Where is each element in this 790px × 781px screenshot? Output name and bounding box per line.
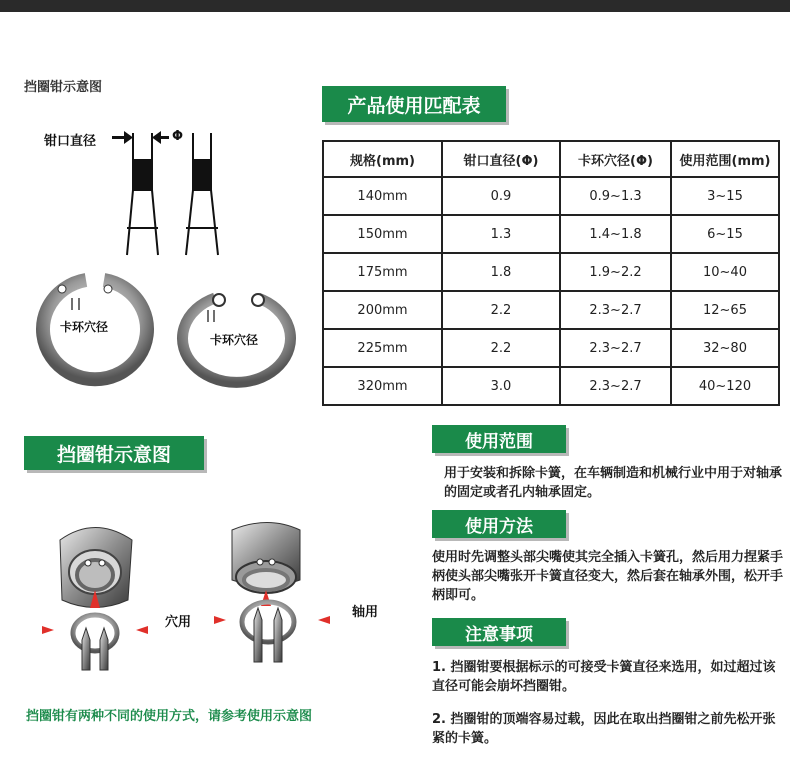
notes-title: 注意事项 (432, 618, 566, 646)
jaw-diameter-label: 钳口直径 (44, 134, 97, 149)
match-table-title: 产品使用匹配表 (322, 86, 506, 122)
table-cell: 1.3 (442, 215, 560, 253)
table-cell: 40~120 (671, 367, 779, 405)
method-text: 使用时先调整头部尖嘴使其完全插入卡簧孔，然后用力捏紧手柄使头部尖嘴张开卡簧直径变大，然后套在轴承外围，松开手柄即可。 (432, 550, 784, 603)
table-cell: 1.9~2.2 (560, 253, 671, 291)
table-cell: 225mm (323, 329, 442, 367)
table-cell: 3.0 (442, 367, 560, 405)
table-cell: 10~40 (671, 253, 779, 291)
plier-tip-diagram (127, 133, 218, 255)
table-header-row (323, 141, 779, 177)
table-cell: 140mm (323, 177, 442, 215)
table-cell: 32~80 (671, 329, 779, 367)
table-row (323, 291, 779, 329)
table-cell: 1.4~1.8 (560, 215, 671, 253)
column-header: 规格(mm) (323, 141, 442, 177)
phi-label: Φ (172, 129, 184, 144)
table-row (323, 177, 779, 215)
phi-arrows (112, 131, 169, 144)
diagram-section-title: 挡圈钳示意图 (24, 436, 204, 470)
match-table (322, 140, 780, 406)
table-cell: 0.9 (442, 177, 560, 215)
table-cell: 200mm (323, 291, 442, 329)
table-cell: 150mm (323, 215, 442, 253)
shaft-use-label: 轴用 (352, 605, 379, 620)
table-cell: 1.8 (442, 253, 560, 291)
table-cell: 0.9~1.3 (560, 177, 671, 215)
column-header: 使用范围(mm) (671, 141, 779, 177)
table-cell: 12~65 (671, 291, 779, 329)
table-cell: 2.2 (442, 329, 560, 367)
table-cell: 2.2 (442, 291, 560, 329)
table-row (323, 367, 779, 405)
table-cell: 2.3~2.7 (560, 291, 671, 329)
table-cell: 2.3~2.7 (560, 329, 671, 367)
usage-text: 用于安装和拆除卡簧，在车辆制造和机械行业中用于对轴承的固定或者孔内轴承固定。 (444, 466, 783, 500)
hole-use-illustration (42, 528, 148, 671)
table-cell: 320mm (323, 367, 442, 405)
hole-use-label: 穴用 (165, 615, 192, 630)
small-diagram-title: 挡圈钳示意图 (24, 80, 103, 95)
note-item: 1. 挡圈钳要根据标示的可接受卡簧直径来选用，如过超过该直径可能会崩坏挡圈钳。 (432, 660, 776, 694)
usage-title: 使用范围 (432, 425, 566, 453)
note-item: 2. 挡圈钳的顶端容易过载，因此在取出挡圈钳之前先松开张紧的卡簧。 (432, 712, 776, 746)
method-title: 使用方法 (432, 510, 566, 538)
diagram-caption: 挡圈钳有两种不同的使用方式，请参考使用示意图 (26, 709, 313, 724)
table-cell: 6~15 (671, 215, 779, 253)
column-header: 钳口直径(Φ) (442, 141, 560, 177)
table-cell: 175mm (323, 253, 442, 291)
table-row (323, 253, 779, 291)
table-row (323, 215, 779, 253)
table-cell: 3~15 (671, 177, 779, 215)
column-header: 卡环穴径(Φ) (560, 141, 671, 177)
table-row (323, 329, 779, 367)
ring-hole-label-right: 卡环穴径 (210, 333, 259, 347)
shaft-use-illustration (214, 523, 330, 663)
table-cell: 2.3~2.7 (560, 367, 671, 405)
ring-hole-label-left: 卡环穴径 (60, 320, 109, 334)
